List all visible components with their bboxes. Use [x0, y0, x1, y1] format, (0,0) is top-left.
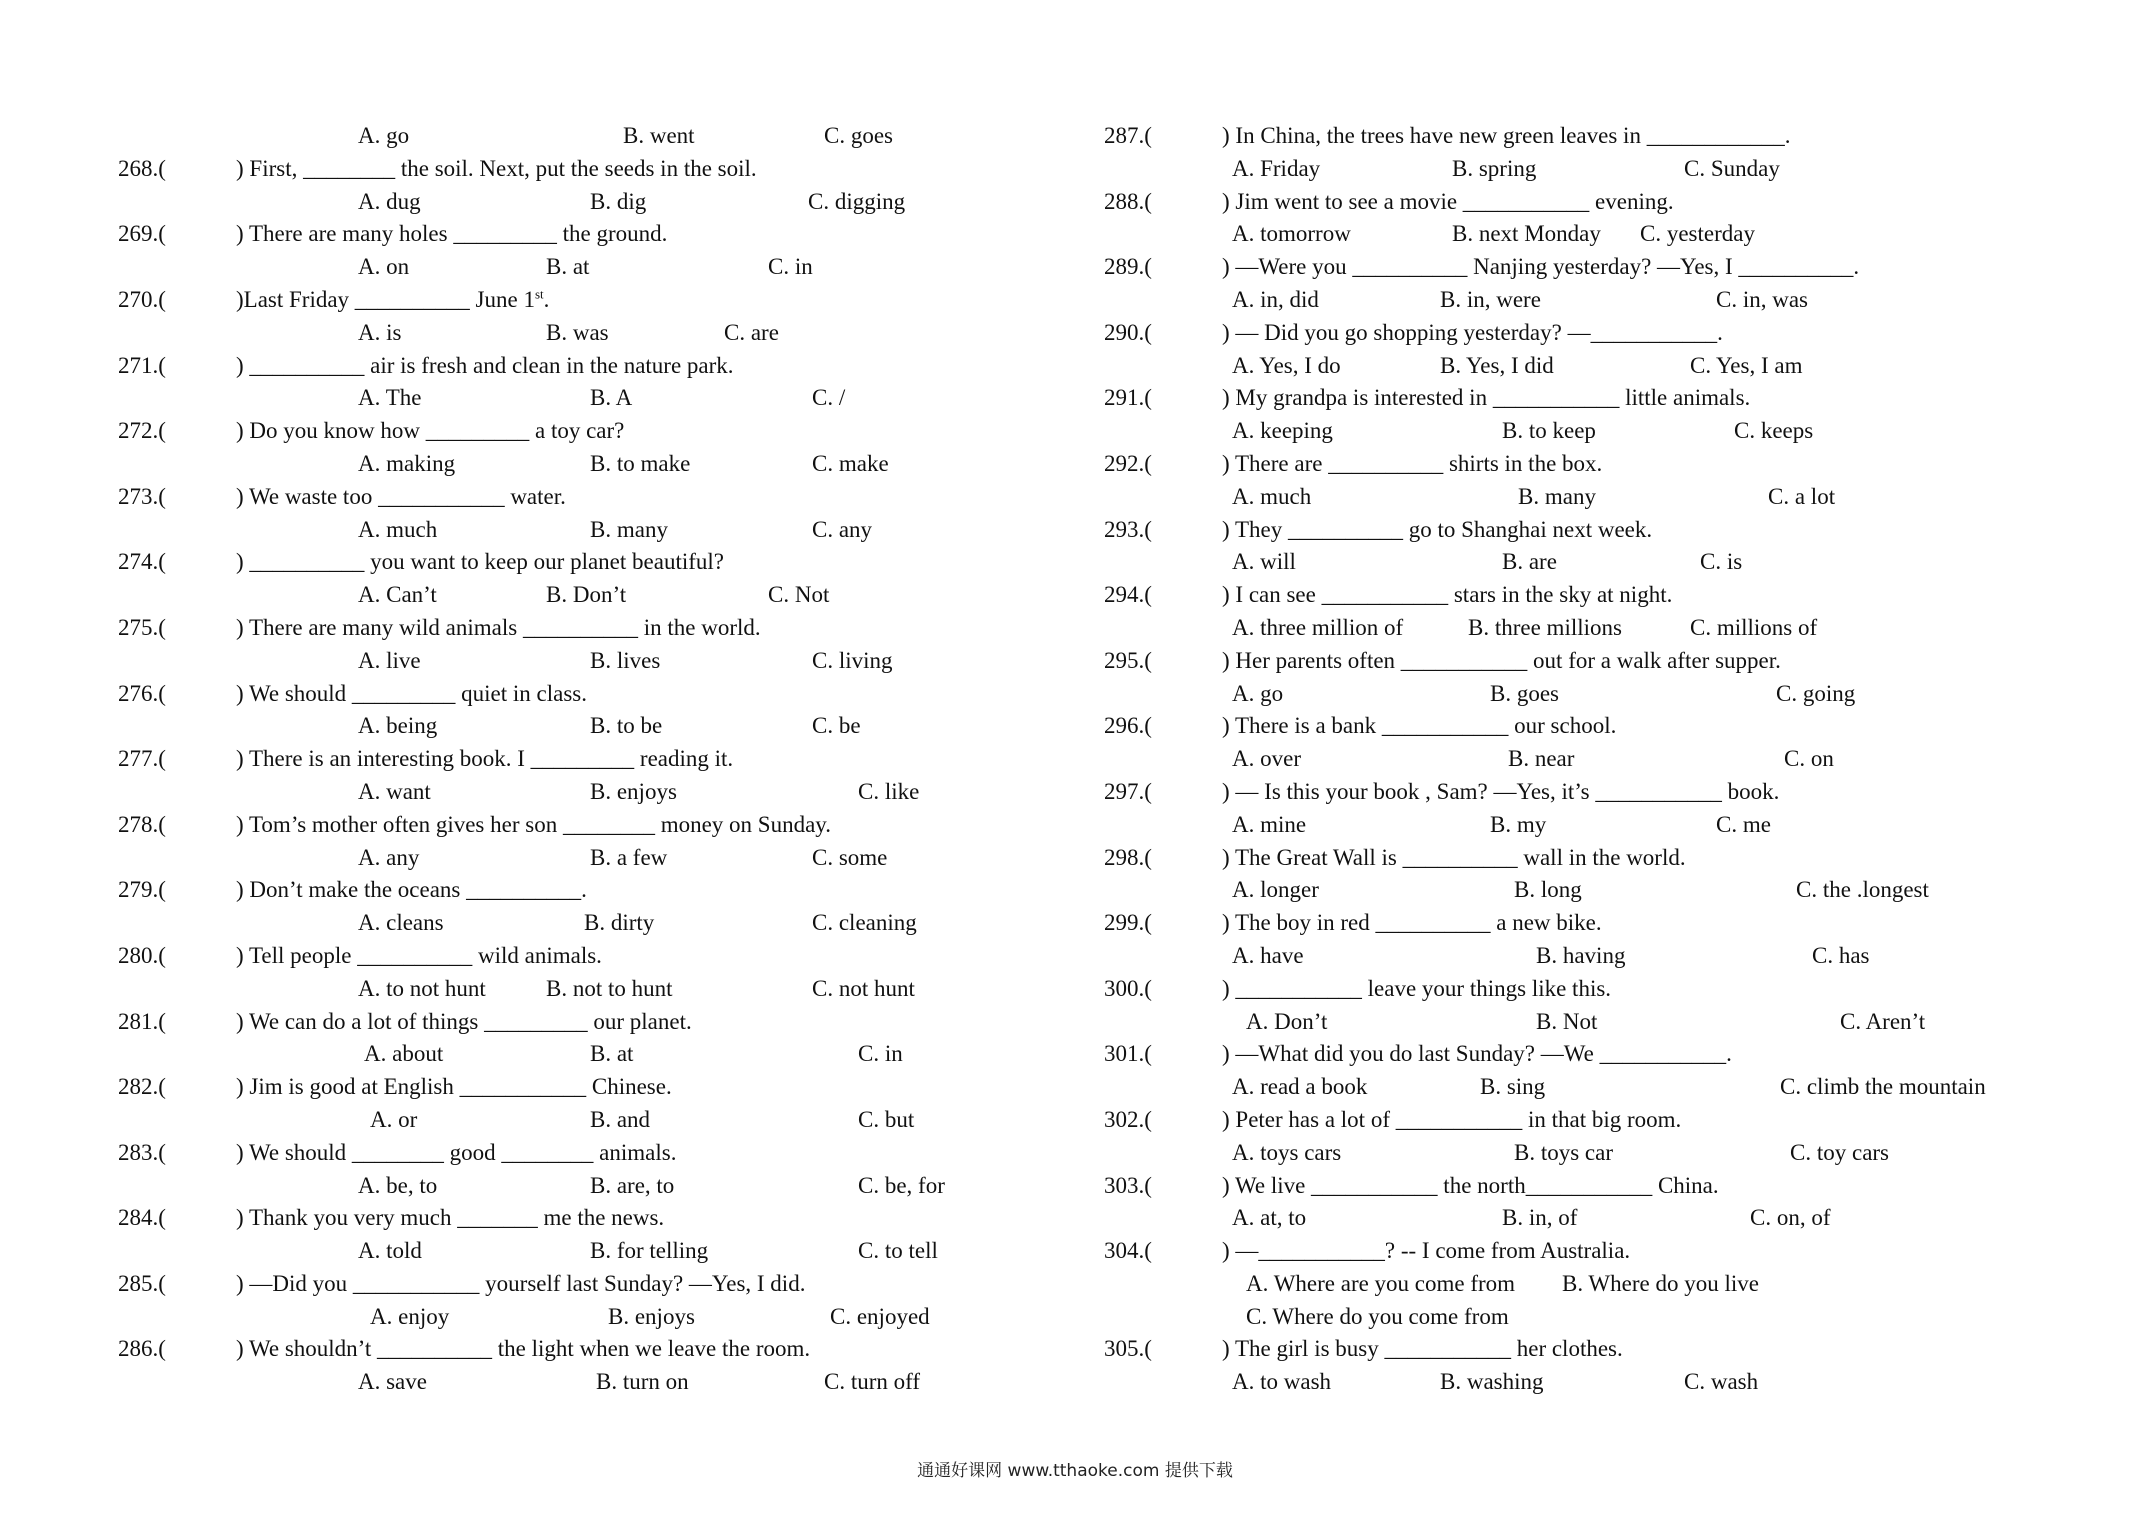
options-line: [1104, 678, 2044, 711]
question-number: 279.(: [118, 877, 166, 903]
options-line: [118, 973, 1018, 1006]
question-number: 270.(: [118, 286, 166, 312]
question-number: 287.(: [1104, 123, 1152, 148]
options-line: [1104, 481, 2044, 514]
question-number: 298.(: [1104, 844, 1152, 870]
question-text: ) —Were you __________ Nanjing yesterday? —Yes, I __________.: [1222, 254, 1860, 280]
question-line: [1104, 1333, 2044, 1366]
question-text: ) __________ you want to keep our planet beautiful?: [236, 549, 724, 575]
answer-option: B. near: [1508, 746, 1575, 772]
answer-option: A. is: [358, 319, 402, 345]
answer-option: A. Don’t: [1246, 1008, 1328, 1034]
answer-option: C. but: [858, 1106, 915, 1132]
answer-option: C. /: [812, 385, 846, 411]
answer-option: A. Where are you come from: [1246, 1270, 1516, 1296]
question-text: ) We can do a lot of things _________ our planet.: [236, 1008, 692, 1034]
options-line: [118, 186, 1018, 219]
question-number: 269.(: [118, 221, 166, 247]
answer-option: A. at, to: [1232, 1205, 1307, 1231]
question-text: ) —Did you ___________ yourself last Sunday? —Yes, I did.: [236, 1270, 806, 1296]
options-line: [118, 579, 1018, 612]
question-number: 272.(: [118, 418, 166, 444]
question-text: ) There is an interesting book. I _________ reading it.: [236, 746, 734, 772]
answer-option: B. washing: [1440, 1369, 1544, 1395]
options-line: [1104, 1366, 2044, 1399]
answer-option: A. longer: [1232, 877, 1319, 903]
question-text: ) There are __________ shirts in the box.: [1222, 450, 1603, 476]
answer-option: A. keeping: [1232, 418, 1333, 444]
answer-option: A. go: [1232, 680, 1284, 706]
answer-option: B. toys car: [1514, 1139, 1614, 1165]
answer-option: B. and: [590, 1106, 651, 1132]
options-line: [118, 776, 1018, 809]
options-line: [118, 251, 1018, 284]
options-line: [118, 514, 1018, 547]
options-line: [1104, 743, 2044, 776]
question-text: ) —___________? -- I come from Australia.: [1222, 1238, 1631, 1264]
question-number: 282.(: [118, 1074, 166, 1100]
question-line: [118, 1071, 1018, 1104]
answer-option: B. are, to: [590, 1172, 675, 1198]
options-line: [118, 842, 1018, 875]
options-line: [1104, 940, 2044, 973]
answer-option: A. making: [358, 450, 456, 476]
question-text: ) My grandpa is interested in ___________ little animals.: [1222, 385, 1751, 411]
question-line: [118, 218, 1018, 251]
options-line: [1104, 1268, 2044, 1301]
question-number: 288.(: [1104, 188, 1152, 214]
question-line: [118, 874, 1018, 907]
question-number: 275.(: [118, 614, 166, 640]
question-text: ) The Great Wall is __________ wall in the world.: [1222, 844, 1686, 870]
answer-option: C. yesterday: [1640, 221, 1755, 247]
answer-option: B. Not: [1536, 1008, 1598, 1034]
answer-option: C. me: [1716, 811, 1771, 837]
question-number: 281.(: [118, 1008, 166, 1034]
options-line: [118, 645, 1018, 678]
options-line: [118, 1235, 1018, 1268]
answer-option: B. my: [1490, 811, 1547, 837]
answer-option: C. enjoyed: [830, 1303, 930, 1329]
question-line: [1104, 579, 2044, 612]
answer-option: B. to keep: [1502, 418, 1596, 444]
question-text: ) Jim is good at English ___________ Chinese.: [236, 1074, 672, 1100]
question-number: 302.(: [1104, 1106, 1152, 1132]
answer-option: C. a lot: [1768, 483, 1836, 509]
options-line: [1104, 218, 2044, 251]
question-number: 280.(: [118, 942, 166, 968]
question-line: [118, 940, 1018, 973]
answer-option: A. tomorrow: [1232, 221, 1351, 247]
answer-option: A. over: [1232, 746, 1301, 772]
question-line: [118, 1202, 1018, 1235]
options-line: [118, 1104, 1018, 1137]
question-line: [118, 415, 1018, 448]
answer-option: A. in, did: [1232, 286, 1319, 312]
answer-option: C. living: [812, 647, 893, 673]
answer-option: A. much: [358, 516, 438, 542]
answer-option: B. to make: [590, 450, 691, 476]
question-line: [118, 1333, 1018, 1366]
answer-option: B. in, of: [1502, 1205, 1578, 1231]
question-text: ) Tom’s mother often gives her son ________ money on Sunday.: [236, 811, 832, 837]
question-number: 291.(: [1104, 385, 1152, 411]
answer-option: A. any: [358, 844, 420, 870]
question-line: [118, 153, 1018, 186]
options-line: [118, 710, 1018, 743]
question-number: 303.(: [1104, 1172, 1152, 1198]
question-text: ) —What did you do last Sunday? —We ___________.: [1222, 1041, 1732, 1067]
question-number: 300.(: [1104, 975, 1152, 1001]
answer-option: C. are: [724, 319, 779, 345]
question-number: 285.(: [118, 1270, 166, 1296]
answer-option: A. Can’t: [358, 582, 437, 608]
left-column: [118, 120, 1018, 1399]
question-line: [1104, 842, 2044, 875]
question-text: ) — Is this your book , Sam? —Yes, it’s ___________ book.: [1222, 778, 1780, 804]
answer-option: B. to be: [590, 713, 663, 739]
options-line: [1104, 874, 2044, 907]
answer-option: B. was: [546, 319, 609, 345]
question-line: [118, 481, 1018, 514]
question-line: [118, 284, 1018, 317]
answer-option: C. millions of: [1690, 614, 1818, 640]
options-line: [118, 1038, 1018, 1071]
answer-option: B. at: [590, 1041, 634, 1067]
options-line: [1104, 1301, 2044, 1334]
superscript: st: [534, 286, 544, 302]
answer-option: C. any: [812, 516, 873, 542]
question-line: [1104, 776, 2044, 809]
question-text: ) I can see ___________ stars in the sky at night.: [1222, 582, 1673, 608]
options-line: [1104, 284, 2044, 317]
question-text: )Last Friday __________ June 1st.: [236, 286, 550, 312]
question-line: [118, 678, 1018, 711]
question-number: 286.(: [118, 1336, 166, 1362]
question-line: [1104, 251, 2044, 284]
options-line: [1104, 1137, 2044, 1170]
answer-option: A. told: [358, 1238, 422, 1264]
answer-option: B. in, were: [1440, 286, 1541, 312]
question-text: ) We waste too ___________ water.: [236, 483, 566, 509]
options-line: [118, 448, 1018, 481]
answer-option: A. have: [1232, 942, 1304, 968]
question-text: ) __________ air is fresh and clean in the nature park.: [236, 352, 734, 378]
answer-option: C. on: [1784, 746, 1834, 772]
options-line: [1104, 350, 2044, 383]
question-line: [1104, 710, 2044, 743]
answer-option: A. Friday: [1232, 155, 1321, 181]
question-line: [1104, 514, 2044, 547]
answer-option: C. going: [1776, 680, 1856, 706]
answer-option: A. to not hunt: [358, 975, 486, 1001]
question-number: 273.(: [118, 483, 166, 509]
answer-option: C. on, of: [1750, 1205, 1831, 1231]
answer-option: B. three millions: [1468, 614, 1622, 640]
answer-option: B. enjoys: [590, 778, 677, 804]
options-line: [1104, 1006, 2044, 1039]
question-number: 268.(: [118, 155, 166, 181]
question-line: [1104, 186, 2044, 219]
question-number: 276.(: [118, 680, 166, 706]
answer-option: B. many: [590, 516, 668, 542]
answer-option: B. turn on: [596, 1369, 689, 1395]
answer-option: C. Yes, I am: [1690, 352, 1803, 378]
answer-option: A. about: [364, 1041, 444, 1067]
answer-option: B. a few: [590, 844, 668, 870]
answer-option: A. mine: [1232, 811, 1307, 837]
question-text: ) We should _________ quiet in class.: [236, 680, 587, 706]
answer-option: C. to tell: [858, 1238, 938, 1264]
answer-option: B. spring: [1452, 155, 1537, 181]
answer-option: C. the .longest: [1796, 877, 1929, 903]
answer-option: B. next Monday: [1452, 221, 1601, 247]
answer-option: B. at: [546, 254, 590, 280]
answer-option: B. goes: [1490, 680, 1559, 706]
question-number: 301.(: [1104, 1041, 1152, 1067]
question-number: 299.(: [1104, 910, 1152, 936]
question-line: [1104, 1038, 2044, 1071]
answer-option: A. The: [358, 385, 422, 411]
answer-option: A. being: [358, 713, 438, 739]
options-line: [118, 382, 1018, 415]
question-line: [118, 612, 1018, 645]
question-text: ) In China, the trees have new green leaves in ____________.: [1222, 123, 1791, 148]
question-text: ) The boy in red __________ a new bike.: [1222, 910, 1602, 936]
answer-option: B. enjoys: [608, 1303, 695, 1329]
answer-option: C. toy cars: [1790, 1139, 1890, 1165]
question-text: ) First, ________ the soil. Next, put the seeds in the soil.: [236, 155, 757, 181]
answer-option: B. having: [1536, 942, 1626, 968]
answer-option: A. dug: [358, 188, 421, 214]
answer-option: C. wash: [1684, 1369, 1759, 1395]
answer-option: A. read a book: [1232, 1074, 1368, 1100]
question-line: [1104, 317, 2044, 350]
options-line: [118, 317, 1018, 350]
question-text: ) There are many wild animals __________ in the world.: [236, 614, 761, 640]
question-number: 289.(: [1104, 254, 1152, 280]
question-text: ) Tell people __________ wild animals.: [236, 942, 602, 968]
answer-option: B. Where do you live: [1562, 1270, 1759, 1296]
answer-option: B. dirty: [584, 910, 655, 936]
question-line: [1104, 1235, 2044, 1268]
answer-option: B. many: [1518, 483, 1596, 509]
question-line: [118, 743, 1018, 776]
answer-option: C. turn off: [824, 1369, 921, 1395]
answer-option: B. Don’t: [546, 582, 627, 608]
answer-option: C. like: [858, 778, 920, 804]
question-line: [1104, 448, 2044, 481]
options-line: [1104, 546, 2044, 579]
answer-option: B. dig: [590, 188, 647, 214]
question-number: 294.(: [1104, 582, 1152, 608]
answer-option: A. will: [1232, 549, 1296, 575]
answer-option: C. is: [1700, 549, 1743, 575]
answer-option: C. some: [812, 844, 888, 870]
answer-option: A. three million of: [1232, 614, 1404, 640]
answer-option: A. be, to: [358, 1172, 438, 1198]
question-text: ) Jim went to see a movie ___________ evening.: [1222, 188, 1674, 214]
question-number: 297.(: [1104, 778, 1152, 804]
options-line: [118, 1366, 1018, 1399]
options-line: [118, 120, 1018, 153]
question-number: 290.(: [1104, 319, 1152, 345]
answer-option: C. in: [768, 254, 813, 280]
question-text: ) We live ___________ the north___________ China.: [1222, 1172, 1719, 1198]
question-line: [118, 350, 1018, 383]
question-number: 296.(: [1104, 713, 1152, 739]
answer-option: C. climb the mountain: [1780, 1074, 1986, 1100]
options-line: [1104, 415, 2044, 448]
question-number: 304.(: [1104, 1238, 1152, 1264]
answer-option: A. go: [358, 123, 410, 148]
answer-option: C. Where do you come from: [1246, 1303, 1509, 1329]
question-number: 278.(: [118, 811, 166, 837]
question-line: [1104, 973, 2044, 1006]
answer-option: B. not to hunt: [546, 975, 673, 1001]
answer-option: A. on: [358, 254, 410, 280]
question-text: ) There are many holes _________ the ground.: [236, 221, 668, 247]
answer-option: A. or: [370, 1106, 418, 1132]
question-number: 305.(: [1104, 1336, 1152, 1362]
question-line: [118, 1268, 1018, 1301]
question-number: 293.(: [1104, 516, 1152, 542]
question-number: 283.(: [118, 1139, 166, 1165]
answer-option: B. A: [590, 385, 633, 411]
question-number: 277.(: [118, 746, 166, 772]
question-line: [1104, 382, 2044, 415]
answer-option: C. goes: [824, 123, 893, 148]
options-line: [118, 1301, 1018, 1334]
answer-option: A. toys cars: [1232, 1139, 1342, 1165]
answer-option: C. Not: [768, 582, 830, 608]
answer-option: B. Yes, I did: [1440, 352, 1554, 378]
question-text: ) We should ________ good ________ animals.: [236, 1139, 677, 1165]
answer-option: C. make: [812, 450, 889, 476]
answer-option: C. keeps: [1734, 418, 1814, 444]
question-text: ) Don’t make the oceans __________.: [236, 877, 587, 903]
question-line: [118, 809, 1018, 842]
question-line: [1104, 645, 2044, 678]
question-line: [1104, 1104, 2044, 1137]
answer-option: A. live: [358, 647, 421, 673]
options-line: [1104, 612, 2044, 645]
question-text: ) — Did you go shopping yesterday? —___________.: [1222, 319, 1723, 345]
answer-option: A. to wash: [1232, 1369, 1332, 1395]
answer-option: A. save: [358, 1369, 427, 1395]
page-footer: 通通好课网 www.tthaoke.com 提供下载: [917, 1461, 1233, 1481]
answer-option: C. cleaning: [812, 910, 917, 936]
right-column: [1104, 120, 2044, 1399]
options-line: [118, 907, 1018, 940]
question-line: [118, 546, 1018, 579]
answer-option: A. Yes, I do: [1232, 352, 1341, 378]
options-line: [1104, 1071, 2044, 1104]
question-number: 274.(: [118, 549, 166, 575]
answer-option: B. went: [623, 123, 695, 148]
answer-option: B. for telling: [590, 1238, 709, 1264]
answer-option: C. has: [1812, 942, 1870, 968]
question-line: [1104, 907, 2044, 940]
answer-option: C. digging: [808, 188, 906, 214]
question-text: ) Do you know how _________ a toy car?: [236, 418, 625, 444]
question-text: ) They __________ go to Shanghai next week.: [1222, 516, 1653, 542]
answer-option: C. in, was: [1716, 286, 1808, 312]
answer-option: C. in: [858, 1041, 903, 1067]
answer-option: C. be, for: [858, 1172, 945, 1198]
answer-option: C. Sunday: [1684, 155, 1780, 181]
question-line: [118, 1137, 1018, 1170]
question-text: ) Her parents often ___________ out for a walk after supper.: [1222, 647, 1781, 673]
answer-option: B. long: [1514, 877, 1582, 903]
options-line: [1104, 153, 2044, 186]
answer-option: C. be: [812, 713, 861, 739]
question-text: ) ___________ leave your things like this.: [1222, 975, 1612, 1001]
question-number: 271.(: [118, 352, 166, 378]
answer-option: A. enjoy: [370, 1303, 450, 1329]
question-text: ) Thank you very much _______ me the news.: [236, 1205, 665, 1231]
question-line: [1104, 120, 2044, 153]
question-text: ) Peter has a lot of ___________ in that big room.: [1222, 1106, 1682, 1132]
answer-option: B. lives: [590, 647, 661, 673]
question-text: ) We shouldn’t __________ the light when we leave the room.: [236, 1336, 811, 1362]
answer-option: B. are: [1502, 549, 1557, 575]
question-line: [118, 1006, 1018, 1039]
answer-option: A. want: [358, 778, 431, 804]
question-text: ) There is a bank ___________ our school.: [1222, 713, 1617, 739]
options-line: [1104, 809, 2044, 842]
question-line: [1104, 1170, 2044, 1203]
answer-option: A. cleans: [358, 910, 444, 936]
answer-option: C. not hunt: [812, 975, 915, 1001]
question-number: 284.(: [118, 1205, 166, 1231]
answer-option: A. much: [1232, 483, 1312, 509]
options-line: [118, 1170, 1018, 1203]
question-number: 292.(: [1104, 450, 1152, 476]
question-number: 295.(: [1104, 647, 1152, 673]
answer-option: C. Aren’t: [1840, 1008, 1926, 1034]
options-line: [1104, 1202, 2044, 1235]
answer-option: B. sing: [1480, 1074, 1546, 1100]
question-text: ) The girl is busy ___________ her clothes.: [1222, 1336, 1623, 1362]
